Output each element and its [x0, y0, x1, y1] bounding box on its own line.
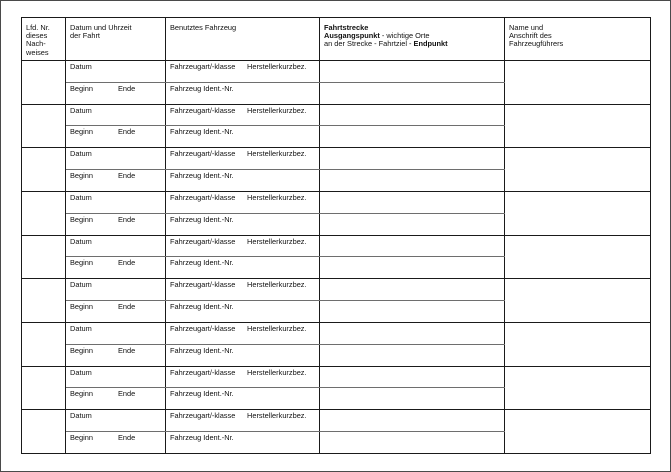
manufacturer-label: Herstellerkurzbez. — [247, 192, 307, 202]
vehicle-type-cell[interactable] — [166, 148, 320, 170]
date-cell[interactable] — [66, 410, 166, 432]
entry-number-cell[interactable] — [22, 148, 66, 192]
vehicle-type-label: Fahrzeugart/-klasse — [170, 149, 236, 159]
trip-log-table — [21, 17, 651, 454]
entry-number-cell[interactable] — [22, 366, 66, 410]
entry-top-row — [22, 235, 651, 257]
entry-top-row — [22, 104, 651, 126]
end-label: Ende — [118, 127, 136, 137]
route-cell-top[interactable] — [320, 61, 505, 83]
driver-cell[interactable] — [505, 235, 651, 279]
vehicle-type-cell[interactable] — [166, 235, 320, 257]
vehicle-type-label: Fahrzeugart/-klasse — [170, 105, 236, 115]
route-cell-top[interactable] — [320, 410, 505, 432]
manufacturer-label: Herstellerkurzbez. — [247, 149, 307, 159]
vehicle-id-cell[interactable] — [166, 301, 320, 323]
date-label: Datum — [70, 367, 92, 377]
time-cell[interactable] — [66, 344, 166, 366]
date-cell[interactable] — [66, 104, 166, 126]
entry-top-row — [22, 366, 651, 388]
driver-cell[interactable] — [505, 148, 651, 192]
manufacturer-label: Herstellerkurzbez. — [247, 323, 307, 333]
vehicle-type-cell[interactable] — [166, 322, 320, 344]
vehicle-type-cell[interactable] — [166, 366, 320, 388]
manufacturer-label: Herstellerkurzbez. — [247, 411, 307, 421]
end-label: Ende — [118, 214, 136, 224]
route-cell-bottom[interactable] — [320, 257, 505, 279]
entry-number-cell[interactable] — [22, 279, 66, 323]
end-label: Ende — [118, 345, 136, 355]
entry-top-row — [22, 322, 651, 344]
driver-cell[interactable] — [505, 61, 651, 105]
manufacturer-label: Herstellerkurzbez. — [247, 367, 307, 377]
entry-top-row — [22, 61, 651, 83]
vehicle-type-cell[interactable] — [166, 191, 320, 213]
vehicle-type-cell[interactable] — [166, 410, 320, 432]
begin-label: Beginn — [70, 345, 94, 355]
vehicle-type-label: Fahrzeugart/-klasse — [170, 411, 236, 421]
header-driver: Name und Anschrift des Fahrzeugführers — [505, 18, 651, 61]
vehicle-id-cell[interactable] — [166, 344, 320, 366]
manufacturer-label: Herstellerkurzbez. — [247, 236, 307, 246]
end-label: Ende — [118, 258, 136, 268]
driver-cell[interactable] — [505, 191, 651, 235]
vehicle-type-cell[interactable] — [166, 61, 320, 83]
vehicle-type-label: Fahrzeugart/-klasse — [170, 367, 236, 377]
vehicle-id-label: Fahrzeug Ident.-Nr. — [170, 389, 234, 399]
date-label: Datum — [70, 192, 92, 202]
driver-cell[interactable] — [505, 104, 651, 148]
date-label: Datum — [70, 105, 92, 115]
route-cell-top[interactable] — [320, 191, 505, 213]
time-cell[interactable] — [66, 301, 166, 323]
time-cell[interactable] — [66, 388, 166, 410]
vehicle-id-label: Fahrzeug Ident.-Nr. — [170, 433, 234, 443]
end-label: Ende — [118, 433, 136, 443]
vehicle-type-label: Fahrzeugart/-klasse — [170, 236, 236, 246]
begin-label: Beginn — [70, 433, 94, 443]
route-cell-top[interactable] — [320, 366, 505, 388]
time-cell[interactable] — [66, 126, 166, 148]
date-label: Datum — [70, 411, 92, 421]
begin-label: Beginn — [70, 389, 94, 399]
begin-label: Beginn — [70, 171, 94, 181]
vehicle-id-label: Fahrzeug Ident.-Nr. — [170, 127, 234, 137]
vehicle-id-cell[interactable] — [166, 432, 320, 454]
vehicle-id-label: Fahrzeug Ident.-Nr. — [170, 214, 234, 224]
date-cell[interactable] — [66, 191, 166, 213]
vehicle-type-label: Fahrzeugart/-klasse — [170, 62, 236, 71]
header-row — [22, 18, 651, 61]
vehicle-id-label: Fahrzeug Ident.-Nr. — [170, 171, 234, 181]
route-cell-bottom[interactable] — [320, 432, 505, 454]
route-cell-top[interactable] — [320, 148, 505, 170]
end-label: Ende — [118, 389, 136, 399]
date-label: Datum — [70, 280, 92, 290]
driver-cell[interactable] — [505, 279, 651, 323]
vehicle-id-label: Fahrzeug Ident.-Nr. — [170, 345, 234, 355]
vehicle-id-cell[interactable] — [166, 388, 320, 410]
entry-top-row — [22, 148, 651, 170]
entry-number-cell[interactable] — [22, 61, 66, 105]
vehicle-id-cell[interactable] — [166, 82, 320, 104]
date-cell[interactable] — [66, 148, 166, 170]
header-entry-number: Lfd. Nr. dieses Nach- weises — [22, 18, 66, 61]
vehicle-type-label: Fahrzeugart/-klasse — [170, 192, 236, 202]
driver-cell[interactable] — [505, 322, 651, 366]
vehicle-type-label: Fahrzeugart/-klasse — [170, 280, 236, 290]
vehicle-id-cell[interactable] — [166, 257, 320, 279]
date-cell[interactable] — [66, 366, 166, 388]
vehicle-type-cell[interactable] — [166, 279, 320, 301]
vehicle-id-label: Fahrzeug Ident.-Nr. — [170, 258, 234, 268]
vehicle-id-cell[interactable] — [166, 170, 320, 192]
route-cell-top[interactable] — [320, 322, 505, 344]
route-cell-bottom[interactable] — [320, 213, 505, 235]
route-cell-top[interactable] — [320, 104, 505, 126]
date-cell[interactable] — [66, 279, 166, 301]
route-cell-bottom[interactable] — [320, 82, 505, 104]
driver-cell[interactable] — [505, 410, 651, 454]
route-cell-bottom[interactable] — [320, 126, 505, 148]
entry-top-row — [22, 410, 651, 432]
begin-label: Beginn — [70, 258, 94, 268]
begin-label: Beginn — [70, 83, 94, 93]
entry-number-cell[interactable] — [22, 235, 66, 279]
date-label: Datum — [70, 323, 92, 333]
time-cell[interactable] — [66, 82, 166, 104]
begin-label: Beginn — [70, 127, 94, 137]
begin-label: Beginn — [70, 214, 94, 224]
header-route: Fahrtstrecke Ausgangspunkt - wichtige Orte an der Strecke - Fahrtziel - Endpunkt — [320, 18, 505, 61]
entry-number-cell[interactable] — [22, 410, 66, 454]
entry-top-row — [22, 191, 651, 213]
vehicle-id-cell[interactable] — [166, 213, 320, 235]
route-cell-top[interactable] — [320, 235, 505, 257]
vehicle-id-cell[interactable] — [166, 126, 320, 148]
manufacturer-label: Herstellerkurzbez. — [247, 105, 307, 115]
entry-number-cell[interactable] — [22, 191, 66, 235]
driver-cell[interactable] — [505, 366, 651, 410]
end-label: Ende — [118, 302, 136, 312]
route-cell-bottom[interactable] — [320, 301, 505, 323]
route-cell-bottom[interactable] — [320, 170, 505, 192]
date-cell[interactable] — [66, 61, 166, 83]
date-label: Datum — [70, 149, 92, 159]
date-label: Datum — [70, 236, 92, 246]
time-cell[interactable] — [66, 170, 166, 192]
header-date-time: Datum und Uhrzeit der Fahrt — [66, 18, 166, 61]
log-body — [22, 61, 651, 454]
route-cell-top[interactable] — [320, 279, 505, 301]
date-cell[interactable] — [66, 235, 166, 257]
manufacturer-label: Herstellerkurzbez. — [247, 62, 307, 71]
vehicle-type-label: Fahrzeugart/-klasse — [170, 323, 236, 333]
vehicle-id-label: Fahrzeug Ident.-Nr. — [170, 302, 234, 312]
entry-number-cell[interactable] — [22, 322, 66, 366]
end-label: Ende — [118, 171, 136, 181]
route-cell-bottom[interactable] — [320, 344, 505, 366]
vehicle-id-label: Fahrzeug Ident.-Nr. — [170, 83, 234, 93]
end-label: Ende — [118, 83, 136, 93]
time-cell[interactable] — [66, 432, 166, 454]
route-cell-bottom[interactable] — [320, 388, 505, 410]
entry-number-cell[interactable] — [22, 104, 66, 148]
manufacturer-label: Herstellerkurzbez. — [247, 280, 307, 290]
date-cell[interactable] — [66, 322, 166, 344]
begin-label: Beginn — [70, 302, 94, 312]
time-cell[interactable] — [66, 257, 166, 279]
time-cell[interactable] — [66, 213, 166, 235]
header-vehicle: Benutztes Fahrzeug — [166, 18, 320, 61]
date-label: Datum — [70, 62, 92, 71]
entry-top-row — [22, 279, 651, 301]
vehicle-type-cell[interactable] — [166, 104, 320, 126]
